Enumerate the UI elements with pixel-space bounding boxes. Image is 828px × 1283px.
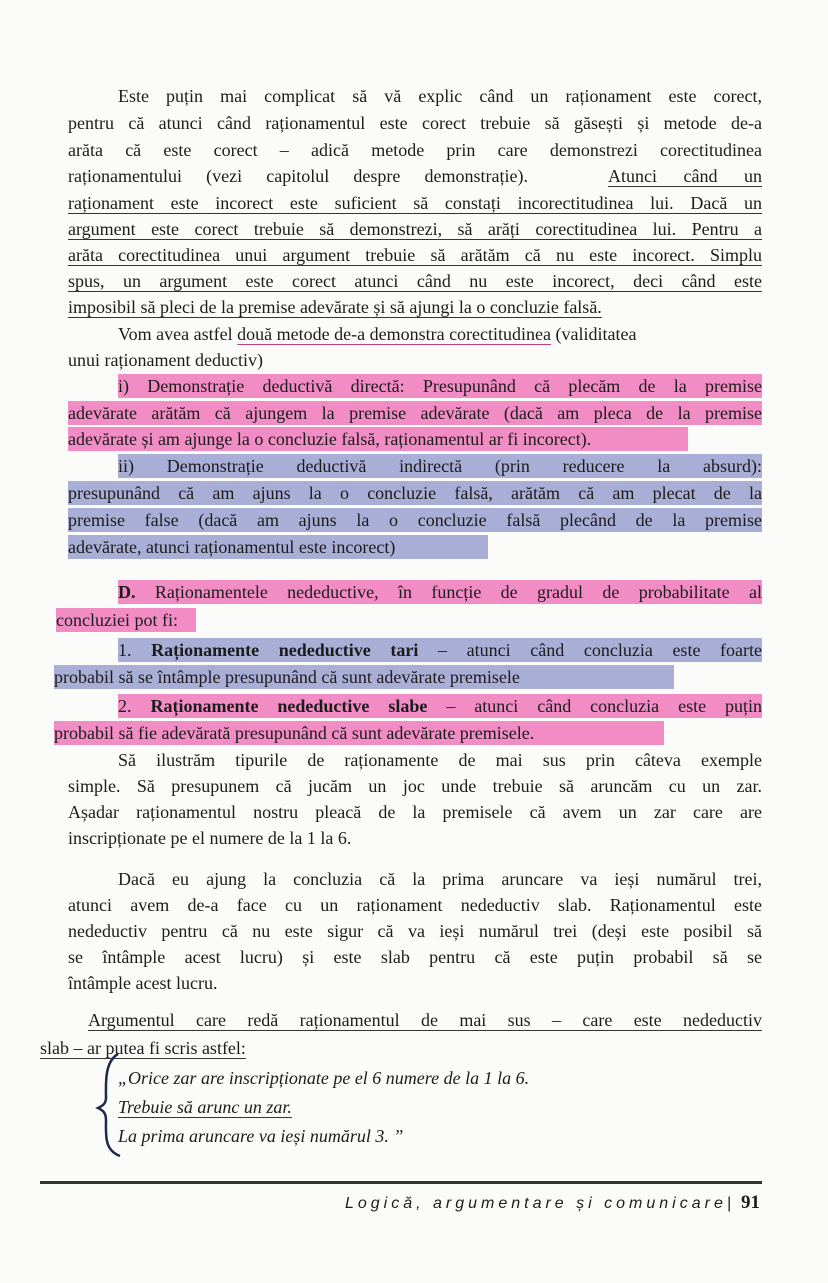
text-line: simple. Să presupunem că jucăm un joc unde trebuie să aruncăm cu un zar. [68,776,762,796]
text: Raționamentele nedeductive, în funcție de gradul de probabilitate al [154,582,763,602]
text: (validitatea [555,324,637,344]
list-number: 1. [118,640,132,660]
text-line: se întâmple acest lucru) și este slab pentru că este puțin probabil să se [68,947,762,967]
underlined-text: spus, un argument este corect atunci când nu este incorect, deci când este [68,271,762,291]
quote-line: La prima aruncare va ieși numărul 3. ” [118,1126,404,1146]
underlined-text: imposibil să pleci de la premise adevărate și să ajungi la o concluzie falsă. [68,297,602,317]
text-line: Este puțin mai complicat să vă explic când un raționament este corect, [118,86,762,106]
text-line: unui raționament deductiv) [68,350,263,370]
highlighted-line: premise false (dacă am ajuns la o concluzie falsă plecând de la premise [68,510,762,530]
underlined-text: Argumentul care redă raționamentul de mai sus – care este nedeductiv [88,1010,762,1030]
highlighted-line: probabil să fie adevărată presupunând că sunt adevărate premisele. [54,721,664,745]
text-line: arăta că este corect – adică metode prin care demonstrezi corectitudinea [68,140,762,160]
highlighted-line: concluziei pot fi: [56,608,196,632]
quote-line: Trebuie să arunc un zar. [118,1097,292,1117]
list-item-2 [118,694,762,718]
text-line: întâmple acest lucru. [68,973,218,993]
footer-divider [40,1181,762,1184]
underlined-text: două metode de-a demonstra corectitudinea [237,324,552,344]
highlighted-line: probabil să se întâmple presupunând că sunt adevărate premisele [54,665,674,689]
text-line: Dacă eu ajung la concluzia că la prima aruncare va ieși numărul trei, [118,869,762,889]
text: Vom avea astfel [118,324,233,344]
text-line [118,322,636,346]
page-number: 91 [741,1192,760,1213]
highlighted-line: adevărate arătăm că ajungem la premise adevărate (dacă am pleca de la premise [68,403,762,423]
highlighted-line: ii) Demonstrație deductivă indirectă (prin reducere la absurd): [118,456,762,476]
section-label: D. [118,582,136,602]
list-number: 2. [118,696,132,716]
highlighted-line: adevărate, atunci raționamentul este incorect) [68,535,488,559]
term: Raționamente nedeductive tari [151,640,419,660]
list-item-1 [118,638,762,662]
highlighted-line: adevărate și am ajunge la o concluzie falsă, raționamentul ar fi incorect). [68,427,688,451]
text-line: nedeductiv pentru că nu este sigur că va ieși numărul trei (deși este posibil să [68,921,762,941]
text: – atunci când concluzia este foarte [438,640,763,660]
highlighted-line: presupunând că am ajuns la o concluzie falsă, arătăm că am plecat de la [68,483,762,503]
text-line: Să ilustrăm tipurile de raționamente de mai sus prin câteva exemple [118,750,762,770]
underlined-text: Atunci când un [608,166,762,186]
underlined-text: argument este corect trebuie să demonstrezi, să arăți corectitudinea lui. Pentru a [68,219,762,239]
section-heading-d [118,580,762,604]
underlined-text: arăta corectitudinea unui argument trebuie să arătăm că nu este incorect. Simplu [68,245,762,265]
text: – atunci când concluzia este puțin [446,696,763,716]
quote-line: „Orice zar are inscripționate pe el 6 numere de la 1 la 6. [118,1068,530,1088]
book-title: Logică, argumentare și comunicare| [344,1195,735,1212]
text-line: atunci avem de-a face cu un raționament nedeductiv slab. Raționamentul este [68,895,762,915]
text-line: pentru că atunci când raționamentul este corect trebuie să găsești și metode de-a [68,113,762,133]
highlighted-line: i) Demonstrație deductivă directă: Presupunând că plecăm de la premise [118,376,762,396]
text-line: Așadar raționamentul nostru pleacă de la premisele că avem un zar care are [68,802,762,822]
underlined-text: slab – ar putea fi scris astfel: [40,1038,246,1058]
page-footer [345,1192,760,1214]
term: Raționamente nedeductive slabe [150,696,428,716]
underlined-text: raționament este incorect este suficient să constați incorectitudinea lui. Dacă un [68,193,762,213]
text-line: inscripționate pe el numere de la 1 la 6. [68,828,352,848]
text-line: raționamentului (vezi capitolul despre demonstrație). [68,166,528,186]
